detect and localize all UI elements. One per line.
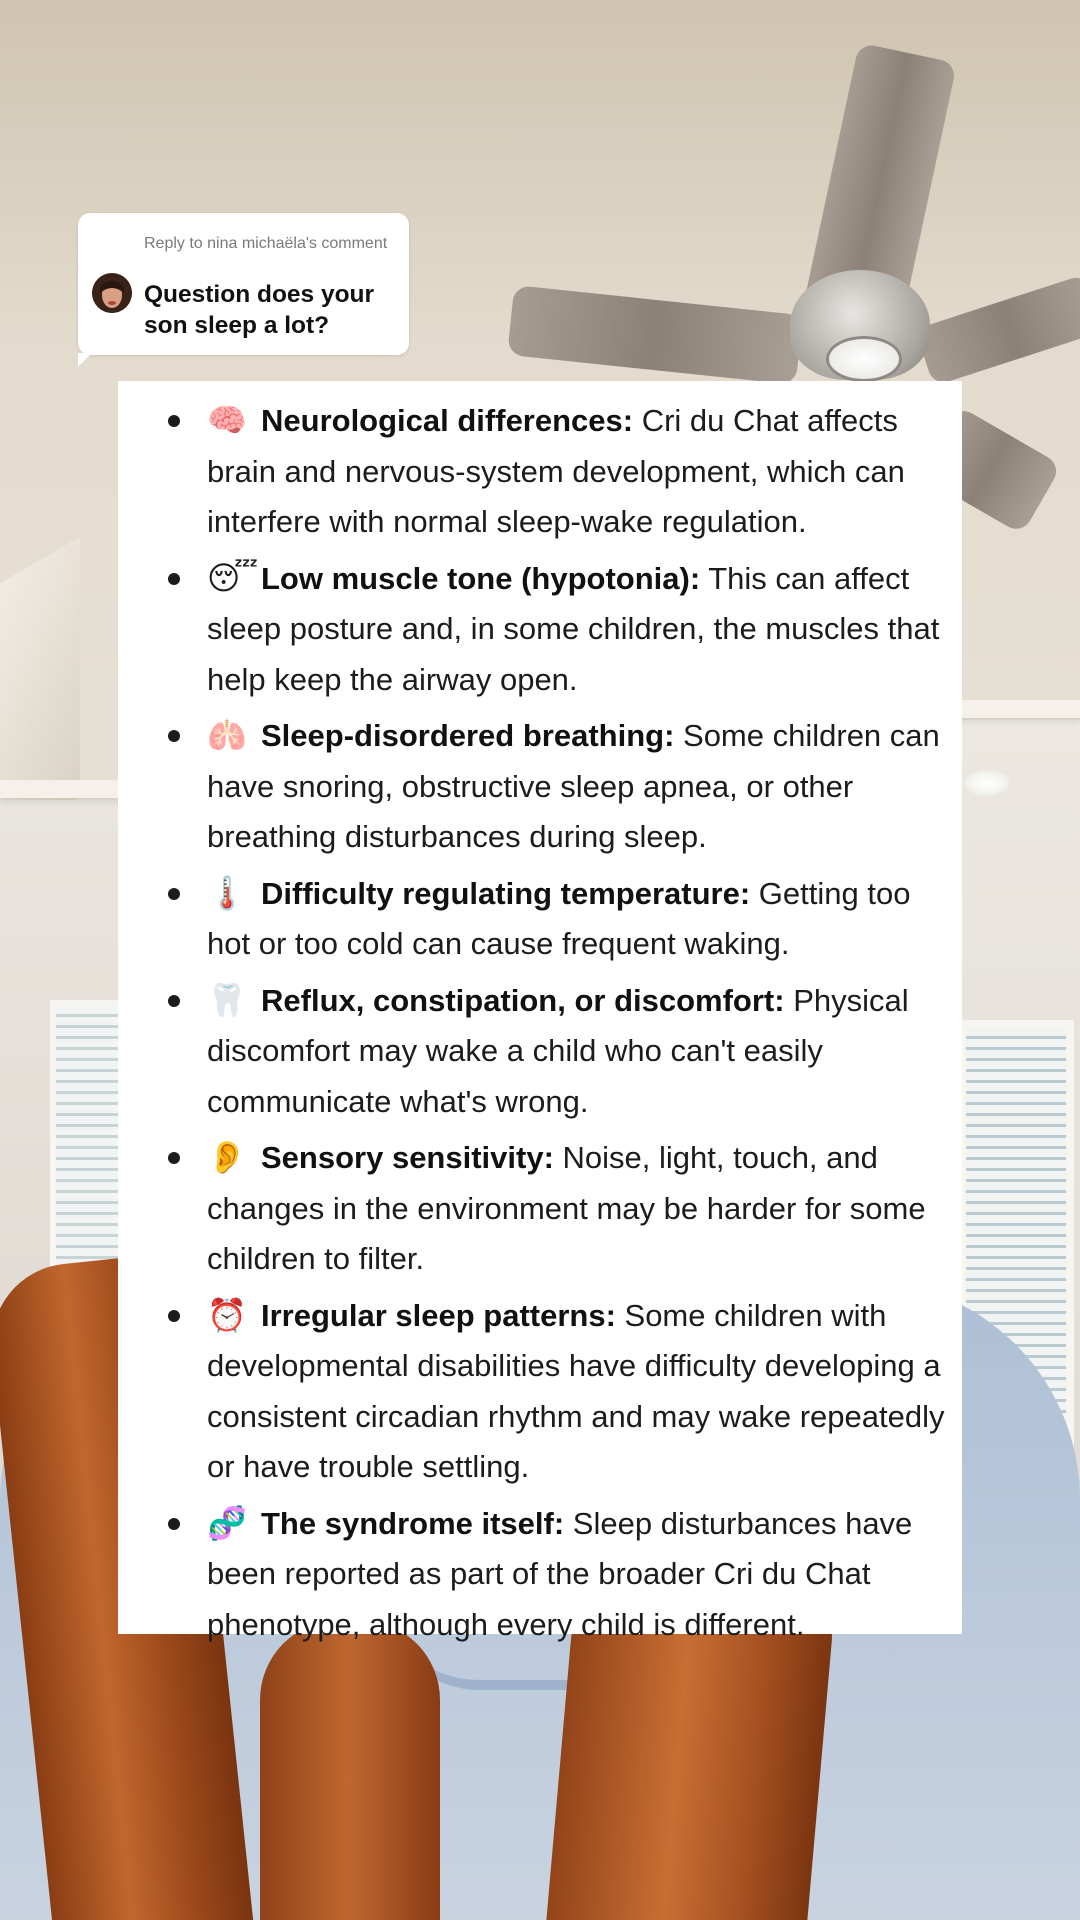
- bullet-dot: [168, 730, 180, 742]
- item-body: Cri du Chat affects brain and nervous-system development, which can interfere with normal sleep-wake regulation.: [207, 403, 905, 539]
- item-body: Sleep disturbances have been reported as part of the broader Cri du Chat phenotype, although every child is different.: [207, 1505, 913, 1642]
- sleep-factors-list: [118, 395, 950, 1650]
- item-body: Some children can have snoring, obstructive sleep apnea, or other breathing disturbances during sleep.: [207, 718, 940, 854]
- list-item: [118, 553, 950, 706]
- list-item: [118, 975, 950, 1128]
- item-body: Some children with developmental disabilities have difficulty developing a consistent circadian rhythm and may wake repeatedly or have trouble settling.: [207, 1297, 945, 1484]
- dna-icon: 🧬: [207, 1504, 247, 1541]
- lungs-icon: 🫁: [207, 717, 247, 753]
- reply-question-text: Question does your son sleep a lot?: [144, 281, 375, 339]
- reply-meta-label: Reply to nina michaëla's comment: [144, 235, 388, 252]
- alarm-clock-icon: ⏰: [207, 1296, 247, 1333]
- item-title: The syndrome itself:: [261, 1505, 565, 1541]
- item-title: Low muscle tone (hypotonia):: [261, 560, 701, 596]
- bullet-dot: [168, 1518, 180, 1530]
- fan-blade: [507, 285, 803, 385]
- bullet-dot: [168, 888, 180, 900]
- bullet-dot: [168, 415, 180, 427]
- bullet-dot: [168, 1310, 180, 1322]
- item-body: Getting too hot or too cold can cause frequent waking.: [207, 875, 911, 961]
- list-item: [118, 395, 950, 548]
- item-title: Sensory sensitivity:: [261, 1140, 554, 1175]
- sleeping-face-icon: 😴: [207, 559, 259, 596]
- item-title: Difficulty regulating temperature:: [261, 875, 751, 911]
- thermometer-icon: 🌡️: [207, 874, 247, 911]
- recessed-light: [964, 770, 1010, 796]
- crown-molding-left: [0, 780, 130, 798]
- item-body: This can affect sleep posture and, in some children, the muscles that help keep the airway open.: [207, 560, 940, 697]
- tooth-icon: 🦷: [207, 981, 247, 1018]
- person-hair: [260, 1620, 440, 1920]
- list-item: [118, 868, 950, 970]
- item-title: Irregular sleep patterns:: [261, 1297, 616, 1333]
- item-title: Neurological differences:: [261, 403, 634, 438]
- reply-bubble-tail: [78, 353, 92, 367]
- item-body: Noise, light, touch, and changes in the environment may be harder for some children to filter.: [207, 1140, 926, 1276]
- bullet-dot: [168, 995, 180, 1007]
- brain-icon: 🧠: [207, 402, 247, 438]
- reply-comment-sticker[interactable]: [78, 213, 409, 355]
- item-body: Physical discomfort may wake a child who can't easily communicate what's wrong.: [207, 982, 909, 1119]
- list-item: [118, 710, 950, 863]
- ceiling-fan-light: [826, 336, 902, 382]
- bullet-dot: [168, 573, 180, 585]
- list-item: [118, 1290, 950, 1493]
- fan-blade: [915, 274, 1080, 387]
- ear-icon: 👂: [207, 1139, 247, 1175]
- commenter-avatar: [92, 273, 132, 313]
- list-item: [118, 1498, 950, 1651]
- bullet-dot: [168, 1152, 180, 1164]
- list-item: [118, 1132, 950, 1285]
- text-card: [118, 381, 962, 1642]
- item-title: Reflux, constipation, or discomfort:: [261, 982, 785, 1018]
- item-title: Sleep-disordered breathing:: [261, 718, 675, 753]
